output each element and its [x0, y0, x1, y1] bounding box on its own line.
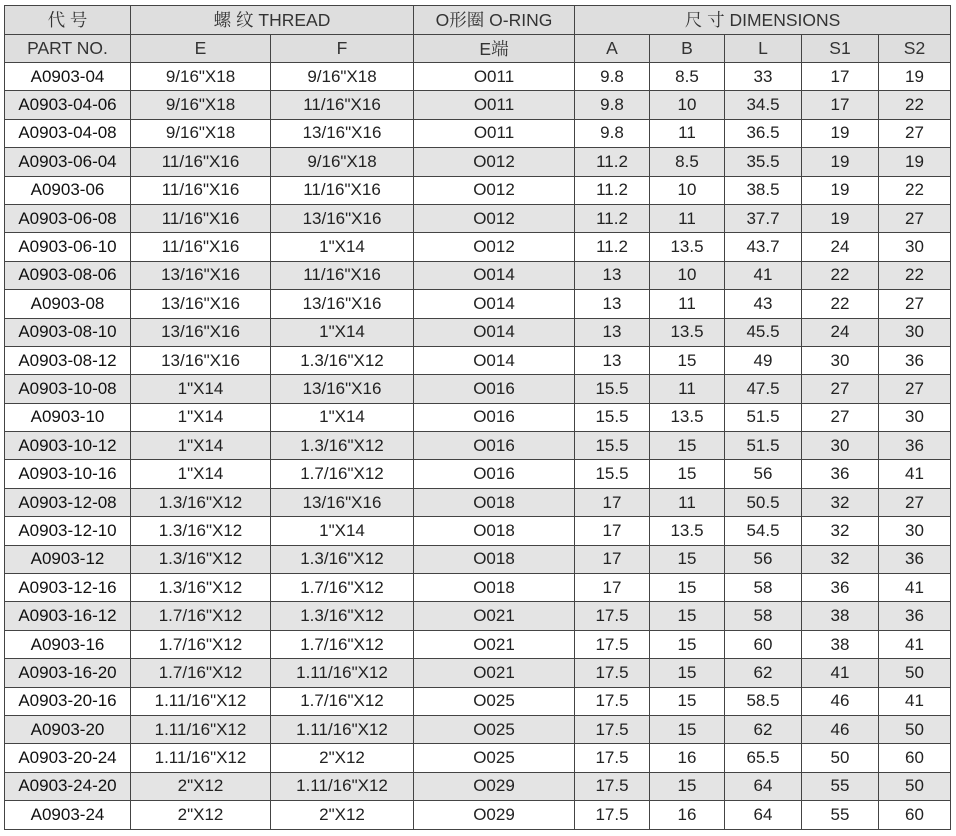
cell-dim-b: 13.5 — [650, 318, 725, 346]
cell-dim-a: 17.5 — [575, 715, 650, 743]
cell-oring: O012 — [414, 204, 575, 232]
cell-dim-a: 9.8 — [575, 63, 650, 91]
cell-dim-b: 15 — [650, 574, 725, 602]
cell-thread-f: 13/16"X16 — [271, 488, 414, 516]
cell-part-no: A0903-04-08 — [5, 119, 131, 147]
cell-dim-s1: 41 — [802, 659, 879, 687]
header-part-no: PART NO. — [5, 34, 131, 63]
cell-dim-l: 35.5 — [725, 148, 802, 176]
cell-thread-f: 1.7/16"X12 — [271, 687, 414, 715]
cell-part-no: A0903-08-10 — [5, 318, 131, 346]
header-s2: S2 — [879, 34, 951, 63]
cell-part-no: A0903-24 — [5, 801, 131, 829]
cell-part-no: A0903-04-06 — [5, 91, 131, 119]
cell-dim-s1: 17 — [802, 63, 879, 91]
cell-dim-s1: 50 — [802, 744, 879, 772]
cell-thread-e: 13/16"X16 — [131, 318, 271, 346]
header-f: F — [271, 34, 414, 63]
cell-dim-l: 49 — [725, 346, 802, 374]
header-s1: S1 — [802, 34, 879, 63]
cell-thread-f: 1"X14 — [271, 403, 414, 431]
cell-thread-e: 1"X14 — [131, 460, 271, 488]
table-row — [5, 375, 951, 403]
cell-thread-e: 1.7/16"X12 — [131, 659, 271, 687]
header-dimensions: 尺 寸 DIMENSIONS — [575, 6, 951, 35]
cell-dim-s1: 27 — [802, 403, 879, 431]
cell-oring: O018 — [414, 517, 575, 545]
header-e: E — [131, 34, 271, 63]
cell-dim-s2: 60 — [879, 801, 951, 829]
table-row — [5, 91, 951, 119]
cell-dim-b: 13.5 — [650, 403, 725, 431]
cell-oring: O012 — [414, 233, 575, 261]
cell-oring: O011 — [414, 119, 575, 147]
table-row — [5, 233, 951, 261]
cell-part-no: A0903-08 — [5, 290, 131, 318]
cell-dim-l: 58 — [725, 574, 802, 602]
cell-thread-e: 11/16"X16 — [131, 233, 271, 261]
table-row — [5, 148, 951, 176]
cell-part-no: A0903-10-08 — [5, 375, 131, 403]
table-row — [5, 403, 951, 431]
header-l: L — [725, 34, 802, 63]
table-row — [5, 261, 951, 289]
cell-thread-e: 1.3/16"X12 — [131, 488, 271, 516]
cell-dim-s2: 30 — [879, 233, 951, 261]
cell-dim-a: 15.5 — [575, 460, 650, 488]
cell-thread-e: 9/16"X18 — [131, 63, 271, 91]
cell-dim-b: 15 — [650, 630, 725, 658]
cell-part-no: A0903-20-16 — [5, 687, 131, 715]
cell-oring: O018 — [414, 488, 575, 516]
table-row — [5, 119, 951, 147]
cell-oring: O012 — [414, 176, 575, 204]
cell-dim-l: 64 — [725, 772, 802, 800]
cell-dim-s2: 19 — [879, 63, 951, 91]
table-row — [5, 460, 951, 488]
cell-dim-b: 11 — [650, 204, 725, 232]
cell-dim-a: 17.5 — [575, 602, 650, 630]
cell-dim-l: 60 — [725, 630, 802, 658]
cell-thread-e: 13/16"X16 — [131, 346, 271, 374]
cell-dim-s1: 19 — [802, 119, 879, 147]
cell-dim-a: 11.2 — [575, 176, 650, 204]
cell-oring: O016 — [414, 432, 575, 460]
cell-thread-e: 1.3/16"X12 — [131, 517, 271, 545]
cell-part-no: A0903-04 — [5, 63, 131, 91]
cell-oring: O018 — [414, 545, 575, 573]
cell-part-no: A0903-12 — [5, 545, 131, 573]
cell-dim-s2: 27 — [879, 204, 951, 232]
cell-dim-l: 51.5 — [725, 403, 802, 431]
cell-dim-s2: 41 — [879, 460, 951, 488]
cell-thread-f: 9/16"X18 — [271, 63, 414, 91]
cell-dim-s2: 27 — [879, 375, 951, 403]
cell-thread-e: 9/16"X18 — [131, 119, 271, 147]
cell-dim-l: 45.5 — [725, 318, 802, 346]
cell-thread-f: 1.7/16"X12 — [271, 574, 414, 602]
cell-dim-l: 54.5 — [725, 517, 802, 545]
cell-dim-b: 16 — [650, 744, 725, 772]
cell-thread-f: 1.11/16"X12 — [271, 772, 414, 800]
table-row — [5, 290, 951, 318]
cell-dim-s2: 27 — [879, 119, 951, 147]
cell-dim-a: 17.5 — [575, 744, 650, 772]
cell-part-no: A0903-24-20 — [5, 772, 131, 800]
cell-oring: O018 — [414, 574, 575, 602]
cell-thread-f: 1.7/16"X12 — [271, 460, 414, 488]
cell-dim-b: 15 — [650, 602, 725, 630]
cell-thread-f: 1.3/16"X12 — [271, 346, 414, 374]
cell-oring: O011 — [414, 91, 575, 119]
cell-dim-s1: 55 — [802, 801, 879, 829]
table-header — [5, 6, 951, 63]
cell-part-no: A0903-06-04 — [5, 148, 131, 176]
table-row — [5, 574, 951, 602]
cell-thread-f: 1"X14 — [271, 517, 414, 545]
cell-dim-s1: 24 — [802, 318, 879, 346]
cell-dim-s2: 36 — [879, 545, 951, 573]
cell-dim-l: 58.5 — [725, 687, 802, 715]
cell-dim-b: 11 — [650, 290, 725, 318]
cell-dim-b: 8.5 — [650, 63, 725, 91]
cell-dim-l: 38.5 — [725, 176, 802, 204]
cell-dim-b: 15 — [650, 687, 725, 715]
cell-thread-e: 11/16"X16 — [131, 176, 271, 204]
cell-part-no: A0903-16-12 — [5, 602, 131, 630]
cell-dim-b: 15 — [650, 346, 725, 374]
cell-oring: O014 — [414, 318, 575, 346]
cell-dim-a: 13 — [575, 318, 650, 346]
cell-thread-e: 1.3/16"X12 — [131, 574, 271, 602]
cell-part-no: A0903-16-20 — [5, 659, 131, 687]
cell-dim-b: 11 — [650, 375, 725, 403]
cell-thread-f: 1.7/16"X12 — [271, 630, 414, 658]
cell-dim-s2: 30 — [879, 517, 951, 545]
cell-dim-l: 62 — [725, 715, 802, 743]
cell-thread-e: 1.7/16"X12 — [131, 630, 271, 658]
cell-dim-l: 64 — [725, 801, 802, 829]
cell-dim-s2: 27 — [879, 290, 951, 318]
cell-dim-a: 17 — [575, 488, 650, 516]
cell-dim-s2: 41 — [879, 630, 951, 658]
cell-dim-l: 43 — [725, 290, 802, 318]
table-row — [5, 801, 951, 829]
cell-dim-a: 17 — [575, 574, 650, 602]
cell-dim-s1: 22 — [802, 261, 879, 289]
cell-thread-f: 1"X14 — [271, 233, 414, 261]
table-row — [5, 346, 951, 374]
cell-dim-s1: 19 — [802, 176, 879, 204]
cell-oring: O016 — [414, 460, 575, 488]
cell-thread-e: 2"X12 — [131, 772, 271, 800]
cell-thread-f: 1.3/16"X12 — [271, 545, 414, 573]
cell-dim-s2: 22 — [879, 176, 951, 204]
cell-dim-s2: 36 — [879, 432, 951, 460]
cell-dim-s2: 50 — [879, 772, 951, 800]
cell-thread-f: 9/16"X18 — [271, 148, 414, 176]
table-row — [5, 204, 951, 232]
cell-thread-e: 11/16"X16 — [131, 148, 271, 176]
cell-dim-s2: 22 — [879, 91, 951, 119]
cell-dim-a: 17 — [575, 545, 650, 573]
cell-dim-a: 11.2 — [575, 233, 650, 261]
cell-dim-b: 15 — [650, 715, 725, 743]
cell-dim-s1: 32 — [802, 488, 879, 516]
cell-dim-a: 17.5 — [575, 659, 650, 687]
cell-thread-e: 1.7/16"X12 — [131, 602, 271, 630]
cell-oring: O011 — [414, 63, 575, 91]
table-row — [5, 659, 951, 687]
table-body — [5, 63, 951, 830]
cell-dim-a: 17.5 — [575, 687, 650, 715]
cell-dim-s1: 36 — [802, 574, 879, 602]
cell-thread-e: 1"X14 — [131, 403, 271, 431]
cell-thread-f: 13/16"X16 — [271, 290, 414, 318]
cell-dim-b: 15 — [650, 432, 725, 460]
cell-dim-s1: 38 — [802, 630, 879, 658]
cell-dim-s1: 32 — [802, 545, 879, 573]
header-e-end: E端 — [414, 34, 575, 63]
cell-dim-s1: 30 — [802, 346, 879, 374]
cell-oring: O016 — [414, 375, 575, 403]
cell-thread-e: 13/16"X16 — [131, 290, 271, 318]
cell-dim-s2: 60 — [879, 744, 951, 772]
cell-thread-f: 1.3/16"X12 — [271, 432, 414, 460]
cell-dim-l: 36.5 — [725, 119, 802, 147]
cell-dim-s1: 30 — [802, 432, 879, 460]
cell-dim-s1: 55 — [802, 772, 879, 800]
cell-oring: O021 — [414, 630, 575, 658]
cell-dim-s2: 27 — [879, 488, 951, 516]
cell-thread-f: 1"X14 — [271, 318, 414, 346]
cell-part-no: A0903-08-06 — [5, 261, 131, 289]
cell-dim-b: 15 — [650, 460, 725, 488]
cell-dim-l: 58 — [725, 602, 802, 630]
cell-dim-a: 17.5 — [575, 801, 650, 829]
cell-dim-b: 10 — [650, 261, 725, 289]
cell-dim-a: 9.8 — [575, 91, 650, 119]
cell-dim-l: 41 — [725, 261, 802, 289]
cell-dim-s1: 46 — [802, 715, 879, 743]
cell-oring: O021 — [414, 602, 575, 630]
cell-dim-b: 10 — [650, 91, 725, 119]
cell-part-no: A0903-12-08 — [5, 488, 131, 516]
cell-part-no: A0903-10 — [5, 403, 131, 431]
table-row — [5, 517, 951, 545]
cell-dim-s1: 24 — [802, 233, 879, 261]
cell-thread-f: 13/16"X16 — [271, 119, 414, 147]
cell-thread-e: 13/16"X16 — [131, 261, 271, 289]
cell-thread-f: 1.11/16"X12 — [271, 659, 414, 687]
cell-thread-f: 13/16"X16 — [271, 204, 414, 232]
cell-thread-f: 1.11/16"X12 — [271, 715, 414, 743]
header-part-cn: 代 号 — [5, 6, 131, 35]
cell-dim-s1: 46 — [802, 687, 879, 715]
cell-dim-l: 33 — [725, 63, 802, 91]
cell-dim-s1: 22 — [802, 290, 879, 318]
cell-dim-a: 11.2 — [575, 148, 650, 176]
cell-dim-a: 15.5 — [575, 375, 650, 403]
cell-thread-e: 11/16"X16 — [131, 204, 271, 232]
cell-dim-a: 13 — [575, 290, 650, 318]
cell-dim-s2: 22 — [879, 261, 951, 289]
cell-dim-a: 15.5 — [575, 403, 650, 431]
cell-thread-f: 11/16"X16 — [271, 176, 414, 204]
cell-dim-b: 10 — [650, 176, 725, 204]
cell-oring: O012 — [414, 148, 575, 176]
cell-part-no: A0903-20 — [5, 715, 131, 743]
header-a: A — [575, 34, 650, 63]
cell-dim-a: 15.5 — [575, 432, 650, 460]
cell-thread-f: 2"X12 — [271, 801, 414, 829]
cell-dim-a: 17.5 — [575, 772, 650, 800]
cell-dim-l: 62 — [725, 659, 802, 687]
cell-part-no: A0903-12-10 — [5, 517, 131, 545]
cell-dim-s2: 30 — [879, 403, 951, 431]
cell-dim-l: 51.5 — [725, 432, 802, 460]
cell-thread-f: 1.3/16"X12 — [271, 602, 414, 630]
table-row — [5, 602, 951, 630]
cell-dim-b: 13.5 — [650, 517, 725, 545]
cell-dim-l: 50.5 — [725, 488, 802, 516]
fitting-spec-table — [4, 5, 951, 830]
cell-dim-b: 11 — [650, 488, 725, 516]
cell-dim-b: 8.5 — [650, 148, 725, 176]
cell-dim-a: 17 — [575, 517, 650, 545]
table-row — [5, 772, 951, 800]
cell-thread-e: 1.11/16"X12 — [131, 715, 271, 743]
table-row — [5, 744, 951, 772]
cell-dim-b: 11 — [650, 119, 725, 147]
table-row — [5, 318, 951, 346]
cell-dim-b: 13.5 — [650, 233, 725, 261]
cell-thread-f: 2"X12 — [271, 744, 414, 772]
header-b: B — [650, 34, 725, 63]
cell-dim-s1: 19 — [802, 148, 879, 176]
table-row — [5, 715, 951, 743]
cell-dim-b: 15 — [650, 545, 725, 573]
cell-dim-s2: 50 — [879, 715, 951, 743]
cell-dim-s2: 50 — [879, 659, 951, 687]
header-oring: O形圈 O-RING — [414, 6, 575, 35]
cell-dim-a: 13 — [575, 346, 650, 374]
table-row — [5, 630, 951, 658]
table-row — [5, 545, 951, 573]
cell-part-no: A0903-10-16 — [5, 460, 131, 488]
cell-thread-e: 9/16"X18 — [131, 91, 271, 119]
cell-thread-f: 11/16"X16 — [271, 261, 414, 289]
cell-part-no: A0903-16 — [5, 630, 131, 658]
cell-thread-e: 1"X14 — [131, 375, 271, 403]
cell-part-no: A0903-06 — [5, 176, 131, 204]
cell-dim-s1: 27 — [802, 375, 879, 403]
cell-part-no: A0903-08-12 — [5, 346, 131, 374]
cell-part-no: A0903-12-16 — [5, 574, 131, 602]
table-row — [5, 687, 951, 715]
cell-thread-e: 2"X12 — [131, 801, 271, 829]
cell-dim-s1: 32 — [802, 517, 879, 545]
cell-thread-e: 1.3/16"X12 — [131, 545, 271, 573]
cell-oring: O014 — [414, 290, 575, 318]
cell-dim-a: 9.8 — [575, 119, 650, 147]
cell-dim-s2: 19 — [879, 148, 951, 176]
table-row — [5, 63, 951, 91]
cell-thread-e: 1.11/16"X12 — [131, 687, 271, 715]
cell-oring: O029 — [414, 801, 575, 829]
cell-dim-s1: 36 — [802, 460, 879, 488]
cell-part-no: A0903-06-08 — [5, 204, 131, 232]
cell-dim-l: 56 — [725, 460, 802, 488]
cell-dim-s2: 41 — [879, 687, 951, 715]
cell-thread-f: 13/16"X16 — [271, 375, 414, 403]
cell-dim-s2: 30 — [879, 318, 951, 346]
cell-thread-e: 1"X14 — [131, 432, 271, 460]
cell-part-no: A0903-06-10 — [5, 233, 131, 261]
cell-part-no: A0903-10-12 — [5, 432, 131, 460]
cell-thread-f: 11/16"X16 — [271, 91, 414, 119]
cell-oring: O021 — [414, 659, 575, 687]
cell-dim-b: 15 — [650, 659, 725, 687]
cell-dim-a: 13 — [575, 261, 650, 289]
cell-dim-l: 65.5 — [725, 744, 802, 772]
cell-dim-l: 56 — [725, 545, 802, 573]
cell-dim-l: 34.5 — [725, 91, 802, 119]
cell-dim-b: 16 — [650, 801, 725, 829]
cell-dim-b: 15 — [650, 772, 725, 800]
cell-dim-s2: 41 — [879, 574, 951, 602]
cell-thread-e: 1.11/16"X12 — [131, 744, 271, 772]
cell-oring: O014 — [414, 261, 575, 289]
cell-dim-s2: 36 — [879, 602, 951, 630]
cell-dim-l: 43.7 — [725, 233, 802, 261]
table-row — [5, 488, 951, 516]
cell-oring: O025 — [414, 687, 575, 715]
cell-dim-s1: 19 — [802, 204, 879, 232]
cell-dim-l: 47.5 — [725, 375, 802, 403]
cell-oring: O025 — [414, 744, 575, 772]
cell-oring: O025 — [414, 715, 575, 743]
header-thread: 螺 纹 THREAD — [131, 6, 414, 35]
cell-dim-a: 17.5 — [575, 630, 650, 658]
cell-dim-a: 11.2 — [575, 204, 650, 232]
table-row — [5, 176, 951, 204]
cell-dim-s1: 17 — [802, 91, 879, 119]
cell-oring: O014 — [414, 346, 575, 374]
cell-dim-s1: 38 — [802, 602, 879, 630]
cell-dim-l: 37.7 — [725, 204, 802, 232]
cell-oring: O029 — [414, 772, 575, 800]
cell-dim-s2: 36 — [879, 346, 951, 374]
cell-part-no: A0903-20-24 — [5, 744, 131, 772]
cell-oring: O016 — [414, 403, 575, 431]
table-row — [5, 432, 951, 460]
